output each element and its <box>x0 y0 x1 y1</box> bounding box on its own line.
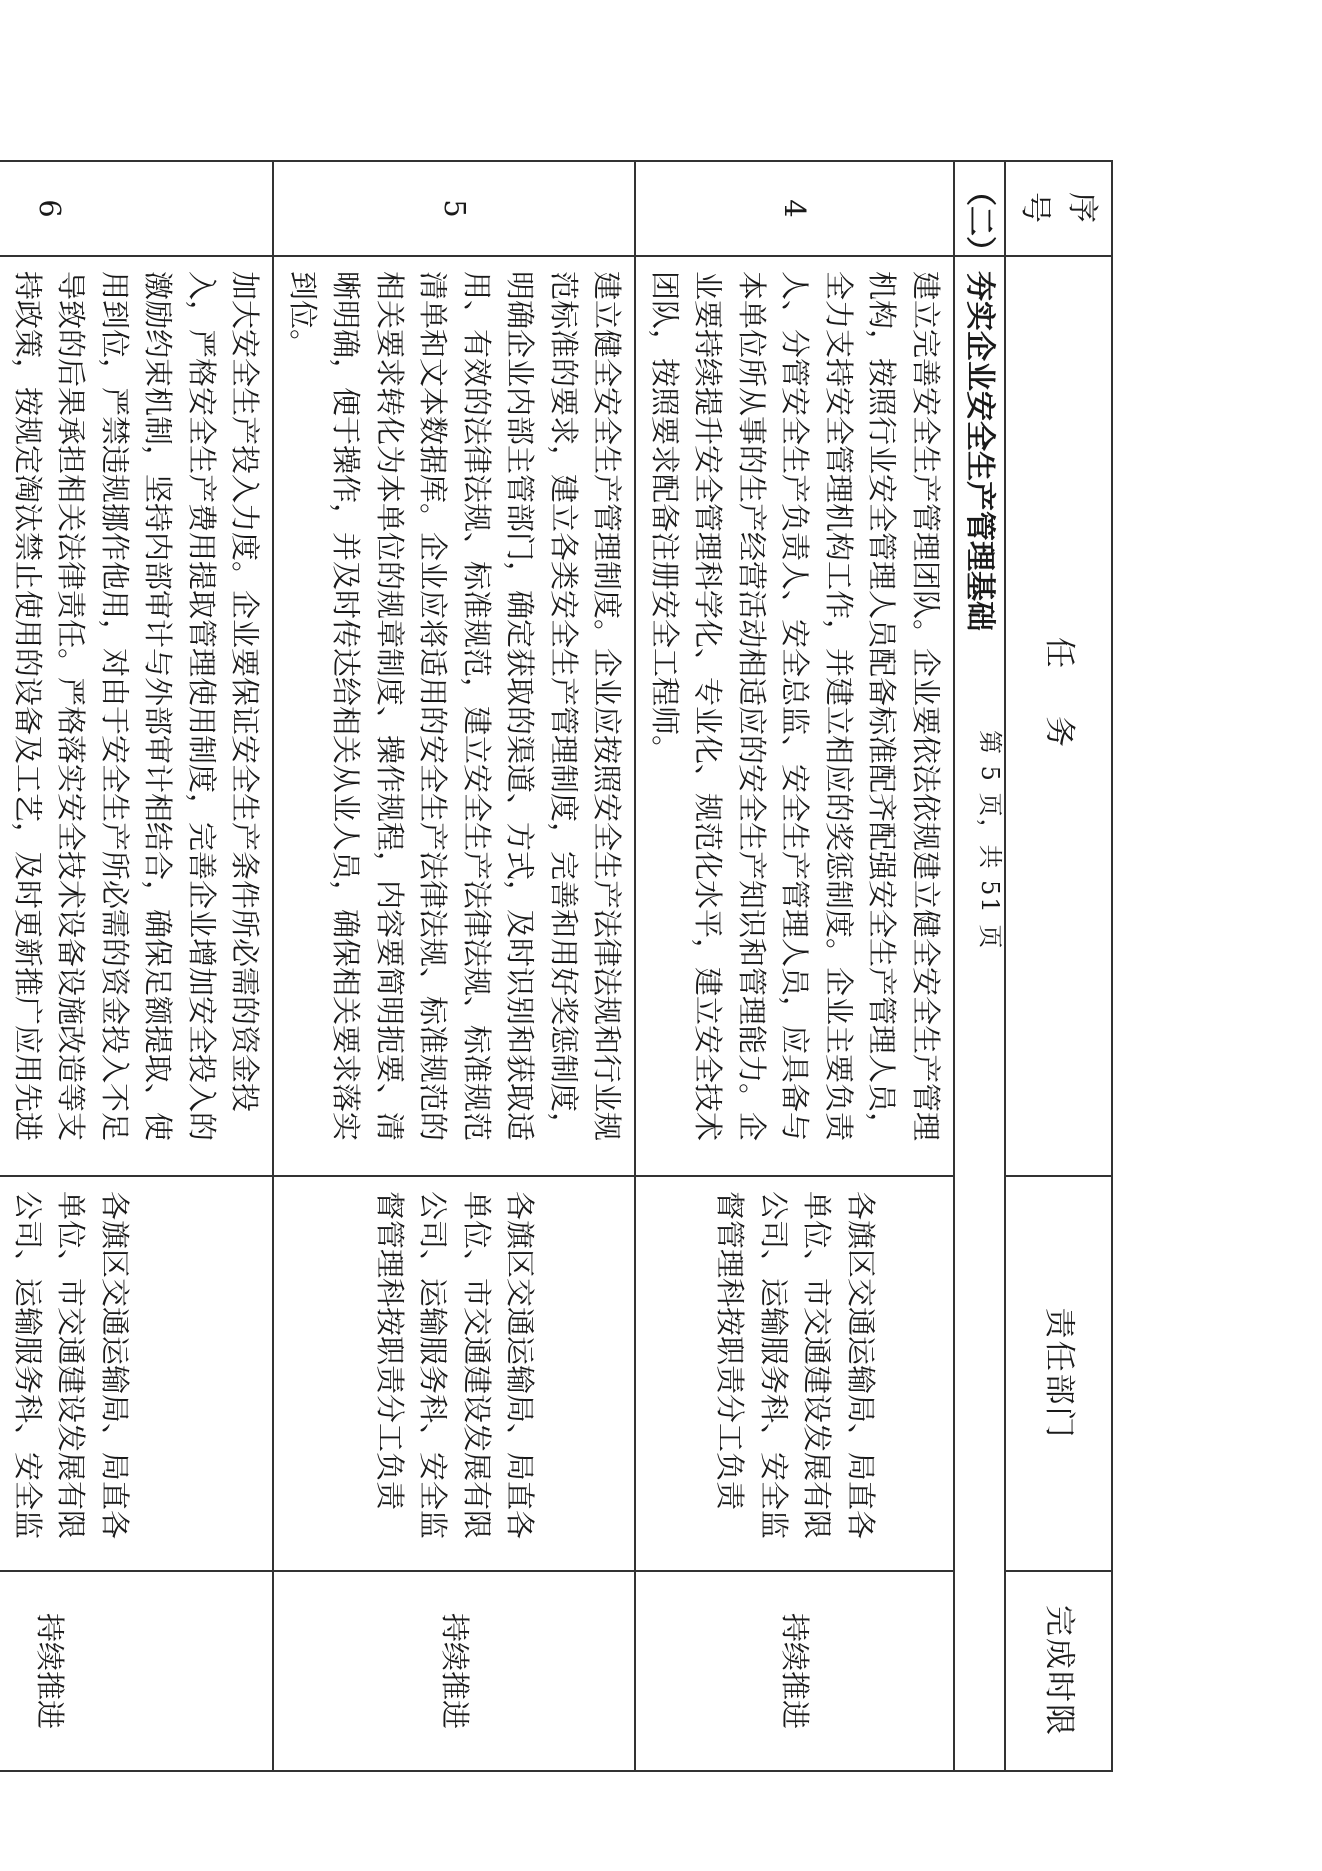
table-header-row <box>1005 161 1112 1771</box>
row-deadline: 持续推进 <box>274 1571 636 1771</box>
row-task: 加大安全生产投入力度。企业要保证安全生产条件所必需的资金投入，严格安全生产费用提取管理使用制度，完善企业增加安全投入的激励约束机制，坚持内部审计与外部审计相结合，确保足额提取、使用到位，严禁违规挪作他用，对由于安全生产所必需的资金投入不足导致的后果承担相关法律责任。严格落实安全技术设备设施改造等支持政策，按规定淘汰禁止使用的设备及工艺，及时更新推广应用先进 <box>0 256 274 1176</box>
row-number: 6 <box>0 161 274 256</box>
row-dept: 各旗区交通运输局、局直各单位、市交通建设发展有限公司、运输服务科、安全监督管理科按职责分工负责 <box>274 1176 636 1571</box>
table-row <box>274 161 636 1771</box>
header-deadline: 完成时限 <box>1005 1571 1112 1771</box>
page-number: 第 5 页，共 51 页 <box>976 730 1004 951</box>
row-dept: 各旗区交通运输局、局直各单位、市交通建设发展有限公司、运输服务科、安全监 <box>0 1176 274 1571</box>
section-row <box>954 161 1005 1771</box>
row-task: 建立完善安全生产管理团队。企业要依法依规建立健全安全生产管理机构，按照行业安全管理人员配备标准配齐配强安全生产管理人员，全力支持安全管理机构工作，并建立相应的奖惩制度。企业主要负责人、分管安全生产负责人、安全总监、安全生产管理人员，应具备与本单位所从事的生产经营活动相适应的安全生产知识和管理能力。企业要持续提升安全管理科学化、专业化、规范化水平，建立安全技术团队，按照要求配备注册安全工程师。 <box>636 256 955 1176</box>
row-dept: 各旗区交通运输局、局直各单位、市交通建设发展有限公司、运输服务科、安全监督管理科按职责分工负责 <box>636 1176 955 1571</box>
row-deadline: 持续推进 <box>0 1571 274 1771</box>
row-number: 4 <box>636 161 955 256</box>
task-table <box>0 160 1113 1772</box>
header-task: 任务 <box>1005 256 1112 1176</box>
header-no: 序号 <box>1005 161 1112 256</box>
row-number: 5 <box>274 161 636 256</box>
row-deadline: 持续推进 <box>636 1571 955 1771</box>
rotated-page <box>11 160 1113 1770</box>
row-task: 建立健全安全生产管理制度。企业应按照安全生产法律法规和行业规范标准的要求，建立各类安全生产管理制度，完善和用好奖惩制度，明确企业内部主管部门，确定获取的渠道、方式，及时识别和获取适用、有效的法律法规、标准规范，建立安全生产法律法规、标准规范清单和文本数据库。企业应将适用的安全生产法律法规、标准规范的相关要求转化为本单位的规章制度、操作规程，内容要简明扼要、清晰明确，便于操作，并及时传达给相关从业人员，确保相关要求落实到位。 <box>274 256 636 1176</box>
header-dept: 责任部门 <box>1005 1176 1112 1571</box>
section-title: 夯实企业安全生产管理基础 <box>954 256 1005 1771</box>
table-row <box>0 161 274 1771</box>
section-number: （二） <box>954 161 1005 256</box>
table-row <box>636 161 955 1771</box>
